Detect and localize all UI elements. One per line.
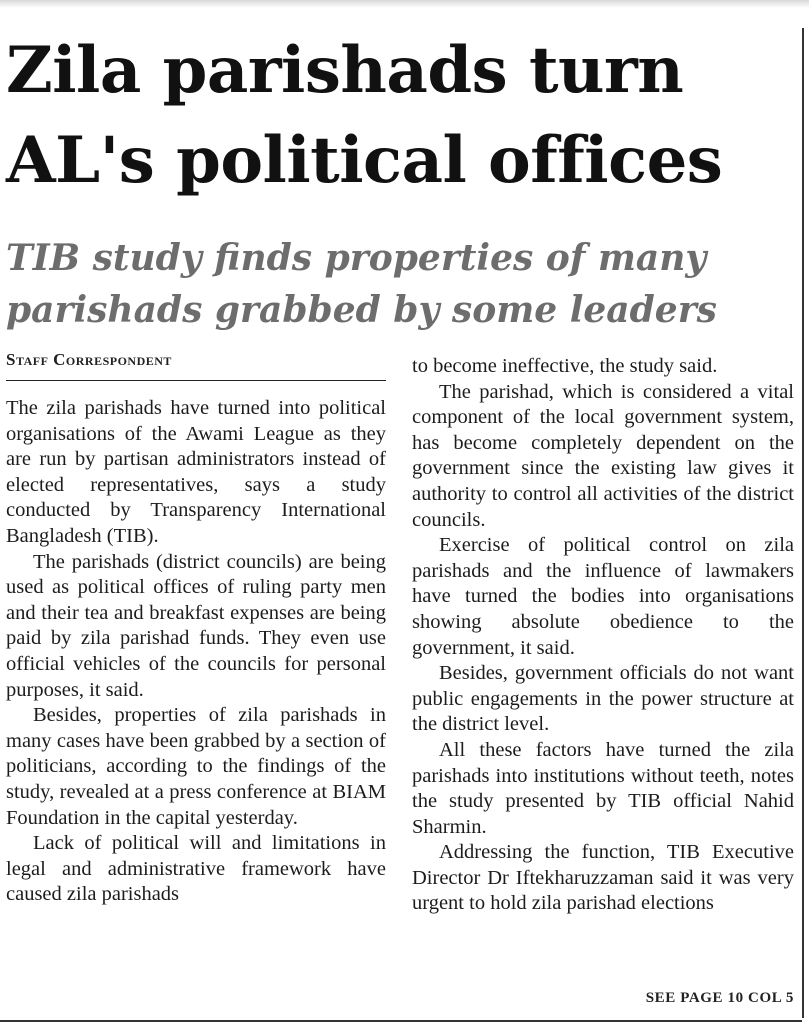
headline-line-1: Zila parishads turn (6, 33, 684, 108)
top-border (0, 0, 809, 8)
article-column-left (6, 396, 386, 908)
paragraph: The parishad, which is considered a vital component of the local government system, has become completely dependent on the government since the existing law gives it authority to control all activities of the district councils. (412, 380, 794, 531)
paragraph: to become ineffective, the study said. (412, 355, 718, 377)
byline-rule (6, 380, 386, 381)
paragraph: Besides, properties of zila parishads in many cases have been grabbed by a section of politicians, according to the findings of the study, revealed at a press conference at BIAM Foundation in the capital yesterday. (6, 704, 386, 829)
subheadline-line-2: parishads grabbed by some leaders (6, 289, 717, 331)
bottom-rule (0, 1020, 802, 1022)
paragraph: The parishads (district councils) are being used as political offices of ruling party men and their tea and breakfast expenses are being paid by zila parishad funds. They even use official vehicles of the councils for personal purposes, it said. (6, 550, 386, 701)
subheadline-line-1: TIB study finds properties of many (6, 237, 707, 279)
headline-line-2: AL's political offices (6, 123, 723, 198)
article-column-right (412, 354, 794, 917)
paragraph: Exercise of political control on zila parishads and the influence of lawmakers have turned the bodies into organisations showing absolute obedience to the government, it said. (412, 534, 794, 659)
paragraph: Addressing the function, TIB Executive Director Dr Iftekharuzzaman said it was very urgent to hold zila parishad elections (412, 841, 794, 915)
paragraph: The zila parishads have turned into political organisations of the Awami League as they are run by partisan administrators instead of elected representatives, says a study conducted by Transparency International Bangladesh (TIB). (6, 397, 386, 547)
headline (6, 26, 798, 206)
paragraph: All these factors have turned the zila parishads into institutions without teeth, notes the study presented by TIB official Nahid Sharmin. (412, 738, 794, 838)
paragraph: Lack of political will and limitations in legal and administrative framework have caused zila parishads (6, 832, 386, 906)
subheadline (6, 232, 798, 336)
column-rule-right (802, 28, 804, 1018)
byline: Staff Correspondent (6, 350, 172, 369)
continuation-jump: SEE PAGE 10 COL 5 (645, 990, 794, 1006)
paragraph: Besides, government officials do not want public engagements in the power structure at the district level. (412, 662, 794, 736)
